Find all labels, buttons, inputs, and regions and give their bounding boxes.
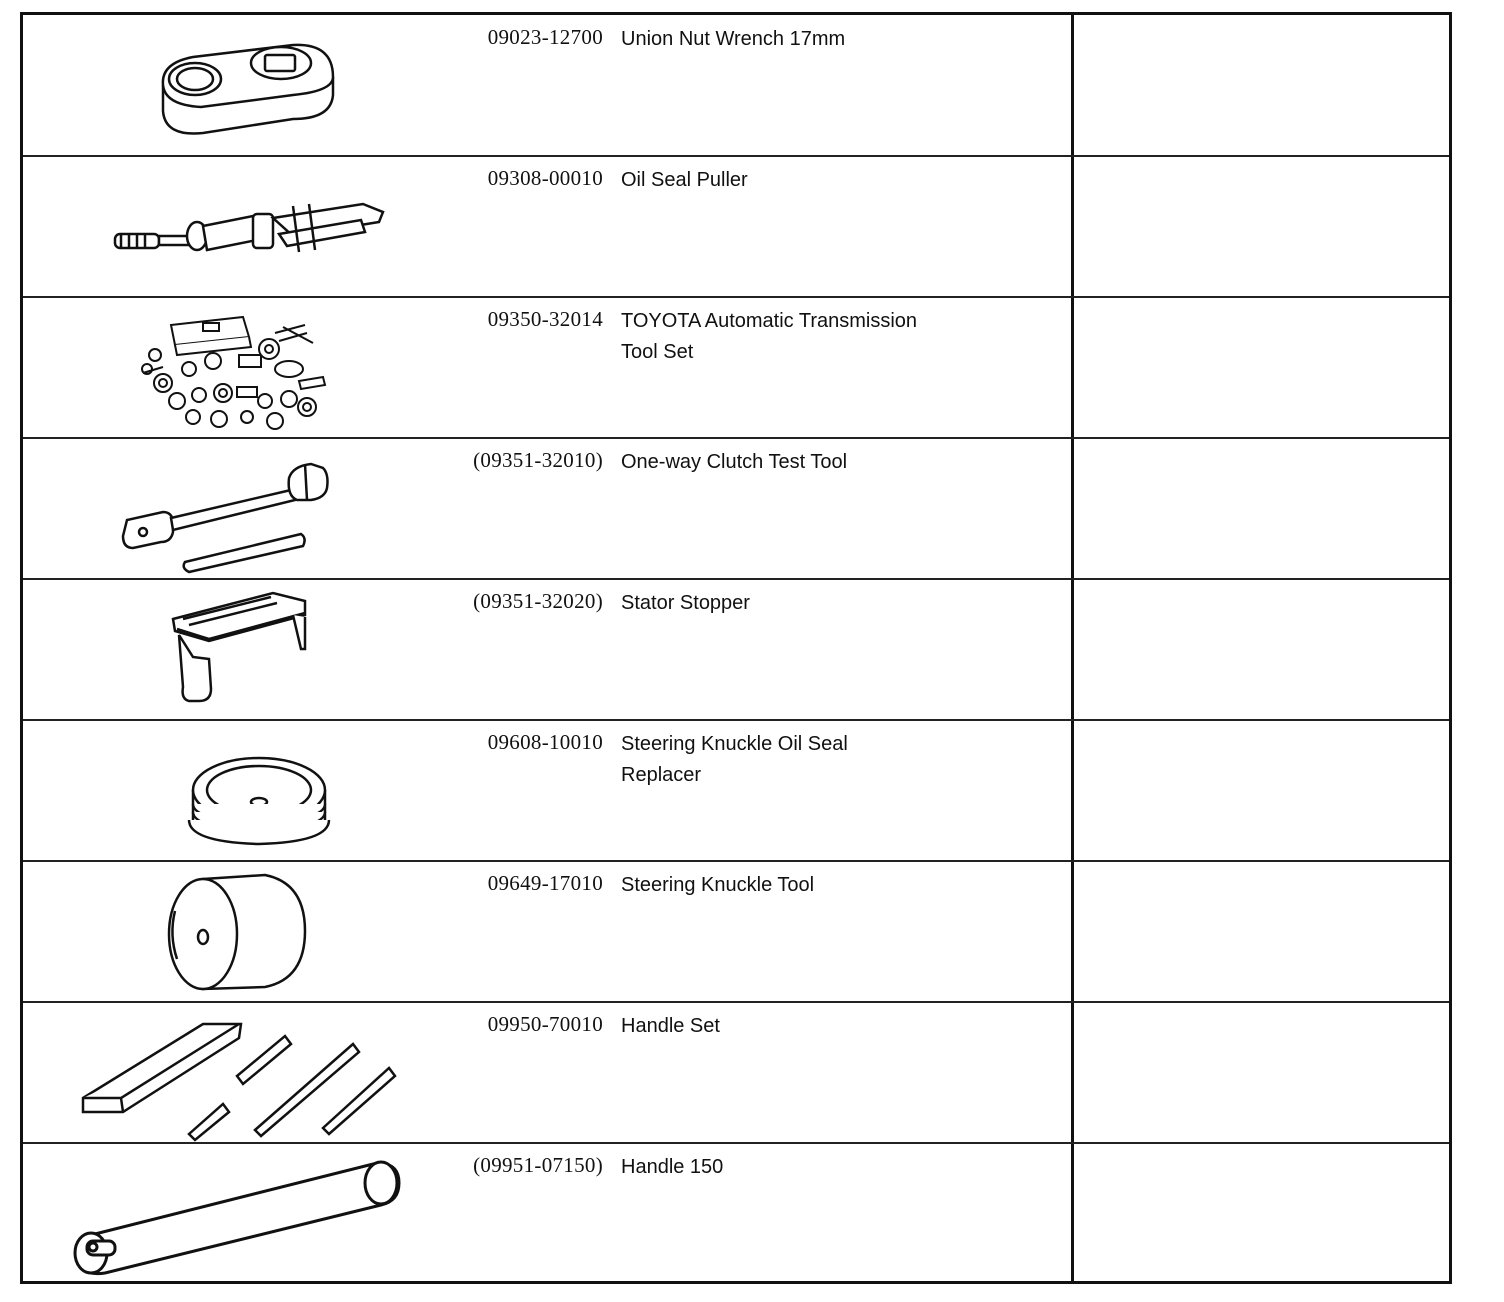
description-line: Tool Set (621, 341, 694, 363)
description-line: Oil Seal Puller (621, 169, 748, 191)
handle-set-icon (43, 1002, 423, 1143)
description-line: Steering Knuckle Tool (621, 874, 815, 896)
tool-description (621, 1011, 1061, 1042)
notes-cell (1074, 297, 1449, 438)
tool-row (23, 1143, 1449, 1284)
notes-cell (1074, 156, 1449, 297)
clutch-test-tool-icon (43, 438, 423, 579)
tool-row (23, 861, 1449, 1002)
description-line: Replacer (621, 764, 702, 786)
oil-seal-replacer-icon (43, 720, 423, 861)
tool-row (23, 1002, 1449, 1143)
notes-cell (1074, 579, 1449, 720)
tool-row (23, 15, 1449, 156)
tool-row (23, 297, 1449, 438)
transmission-tool-set-icon (43, 297, 423, 438)
steering-knuckle-tool-icon (43, 861, 423, 1002)
tool-description (621, 729, 1061, 791)
tool-description (621, 588, 1061, 619)
part-number: (09351-32020) (473, 589, 603, 613)
description-line: Handle Set (621, 1015, 720, 1037)
part-number: 09649-17010 (487, 871, 603, 895)
tool-row (23, 579, 1449, 720)
description-line: Union Nut Wrench 17mm (621, 28, 846, 50)
tool-description (621, 870, 1061, 901)
union-nut-wrench-icon (43, 15, 423, 156)
notes-cell (1074, 1143, 1449, 1284)
notes-cell (1074, 720, 1449, 861)
notes-cell (1074, 438, 1449, 579)
part-number: (09351-32010) (473, 448, 603, 472)
part-number: 09608-10010 (487, 730, 603, 754)
tool-row (23, 720, 1449, 861)
description-line: Handle 150 (621, 1156, 724, 1178)
notes-cell (1074, 15, 1449, 156)
oil-seal-puller-icon (43, 156, 423, 297)
tool-row (23, 438, 1449, 579)
description-line: One-way Clutch Test Tool (621, 451, 848, 473)
notes-cell (1074, 1002, 1449, 1143)
part-number: (09951-07150) (473, 1153, 603, 1177)
part-number: 09308-00010 (487, 166, 603, 190)
tool-description (621, 24, 1061, 55)
notes-cell (1074, 861, 1449, 1002)
stator-stopper-icon (43, 579, 423, 720)
description-line: Steering Knuckle Oil Seal (621, 733, 848, 755)
part-number: 09350-32014 (487, 307, 603, 331)
special-tools-table (20, 12, 1452, 1284)
handle-150-icon (43, 1143, 423, 1284)
part-number: 09023-12700 (487, 25, 603, 49)
tool-description (621, 447, 1061, 478)
tool-description (621, 1152, 1061, 1183)
description-line: Stator Stopper (621, 592, 750, 614)
tool-description (621, 165, 1061, 196)
part-number: 09950-70010 (487, 1012, 603, 1036)
description-line: TOYOTA Automatic Transmission (621, 310, 918, 332)
tool-row (23, 156, 1449, 297)
tool-description (621, 306, 1061, 368)
